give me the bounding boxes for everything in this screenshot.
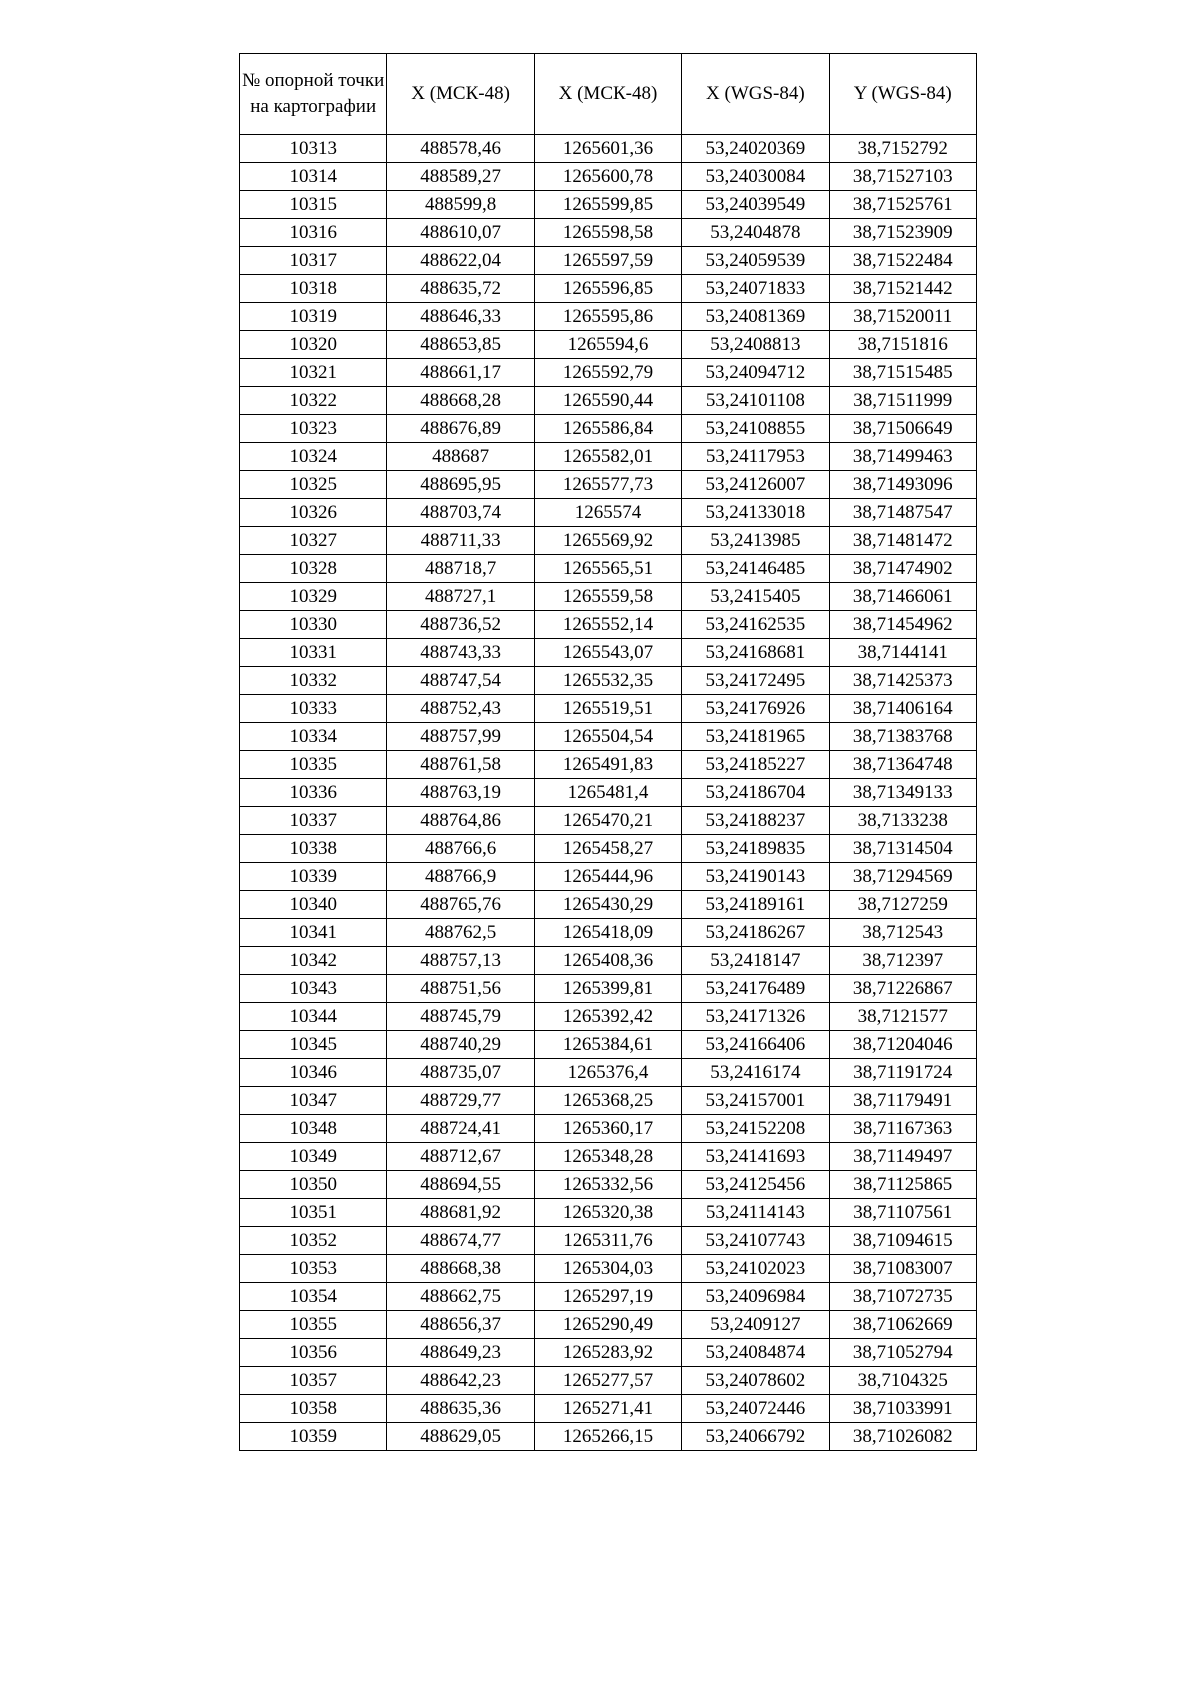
table-row — [240, 1367, 977, 1395]
cell-x-msk48-second: 1265470,21 — [534, 807, 681, 835]
table-row — [240, 611, 977, 639]
cell-y-wgs84: 38,71521442 — [829, 275, 976, 303]
cell-y-wgs84: 38,712543 — [829, 919, 976, 947]
cell-x-wgs84: 53,24030084 — [682, 163, 829, 191]
cell-x-msk48-second: 1265376,4 — [534, 1059, 681, 1087]
cell-x-msk48-second: 1265283,92 — [534, 1339, 681, 1367]
cell-x-wgs84: 53,24186704 — [682, 779, 829, 807]
table-row — [240, 807, 977, 835]
table-row — [240, 1087, 977, 1115]
cell-y-wgs84: 38,71083007 — [829, 1255, 976, 1283]
cell-y-wgs84: 38,71474902 — [829, 555, 976, 583]
cell-x-msk48-second: 1265582,01 — [534, 443, 681, 471]
table-row — [240, 1423, 977, 1451]
cell-y-wgs84: 38,71454962 — [829, 611, 976, 639]
header-x-msk48: X (МСК-48) — [387, 54, 534, 135]
cell-point-number: 10350 — [240, 1171, 387, 1199]
cell-x-msk48: 488729,77 — [387, 1087, 534, 1115]
cell-point-number: 10323 — [240, 415, 387, 443]
cell-x-msk48-second: 1265596,85 — [534, 275, 681, 303]
cell-x-wgs84: 53,2404878 — [682, 219, 829, 247]
table-row — [240, 1311, 977, 1339]
cell-x-wgs84: 53,24020369 — [682, 135, 829, 163]
cell-x-wgs84: 53,24066792 — [682, 1423, 829, 1451]
table-row — [240, 1143, 977, 1171]
table-row — [240, 219, 977, 247]
cell-y-wgs84: 38,71349133 — [829, 779, 976, 807]
cell-point-number: 10326 — [240, 499, 387, 527]
table-row — [240, 1283, 977, 1311]
cell-y-wgs84: 38,71179491 — [829, 1087, 976, 1115]
cell-x-wgs84: 53,24081369 — [682, 303, 829, 331]
cell-x-msk48-second: 1265332,56 — [534, 1171, 681, 1199]
cell-y-wgs84: 38,71487547 — [829, 499, 976, 527]
cell-point-number: 10349 — [240, 1143, 387, 1171]
cell-x-wgs84: 53,24146485 — [682, 555, 829, 583]
table-row — [240, 975, 977, 1003]
cell-point-number: 10348 — [240, 1115, 387, 1143]
cell-x-msk48-second: 1265320,38 — [534, 1199, 681, 1227]
cell-point-number: 10355 — [240, 1311, 387, 1339]
cell-x-msk48-second: 1265586,84 — [534, 415, 681, 443]
cell-y-wgs84: 38,71481472 — [829, 527, 976, 555]
cell-x-msk48: 488681,92 — [387, 1199, 534, 1227]
cell-point-number: 10315 — [240, 191, 387, 219]
table-row — [240, 863, 977, 891]
cell-x-msk48: 488622,04 — [387, 247, 534, 275]
cell-point-number: 10352 — [240, 1227, 387, 1255]
cell-x-msk48-second: 1265458,27 — [534, 835, 681, 863]
cell-x-msk48: 488662,75 — [387, 1283, 534, 1311]
cell-x-msk48: 488578,46 — [387, 135, 534, 163]
cell-y-wgs84: 38,71515485 — [829, 359, 976, 387]
cell-x-msk48-second: 1265444,96 — [534, 863, 681, 891]
cell-x-wgs84: 53,24188237 — [682, 807, 829, 835]
cell-y-wgs84: 38,7152792 — [829, 135, 976, 163]
cell-x-wgs84: 53,2413985 — [682, 527, 829, 555]
cell-x-msk48: 488629,05 — [387, 1423, 534, 1451]
cell-x-wgs84: 53,24141693 — [682, 1143, 829, 1171]
cell-x-msk48: 488747,54 — [387, 667, 534, 695]
cell-x-msk48-second: 1265600,78 — [534, 163, 681, 191]
cell-y-wgs84: 38,71499463 — [829, 443, 976, 471]
cell-y-wgs84: 38,71094615 — [829, 1227, 976, 1255]
cell-y-wgs84: 38,71383768 — [829, 723, 976, 751]
cell-x-wgs84: 53,24172495 — [682, 667, 829, 695]
table-row — [240, 499, 977, 527]
coordinate-table — [239, 53, 977, 1451]
cell-point-number: 10313 — [240, 135, 387, 163]
cell-point-number: 10330 — [240, 611, 387, 639]
table-row — [240, 1339, 977, 1367]
cell-x-wgs84: 53,24189835 — [682, 835, 829, 863]
cell-x-msk48: 488695,95 — [387, 471, 534, 499]
cell-y-wgs84: 38,7104325 — [829, 1367, 976, 1395]
table-row — [240, 1227, 977, 1255]
cell-point-number: 10332 — [240, 667, 387, 695]
cell-y-wgs84: 38,71466061 — [829, 583, 976, 611]
cell-point-number: 10340 — [240, 891, 387, 919]
cell-x-msk48-second: 1265392,42 — [534, 1003, 681, 1031]
cell-x-wgs84: 53,24133018 — [682, 499, 829, 527]
cell-y-wgs84: 38,71052794 — [829, 1339, 976, 1367]
cell-point-number: 10346 — [240, 1059, 387, 1087]
cell-x-msk48-second: 1265598,58 — [534, 219, 681, 247]
cell-x-msk48: 488610,07 — [387, 219, 534, 247]
table-row — [240, 779, 977, 807]
cell-x-msk48: 488762,5 — [387, 919, 534, 947]
cell-point-number: 10334 — [240, 723, 387, 751]
table-row — [240, 555, 977, 583]
cell-y-wgs84: 38,71506649 — [829, 415, 976, 443]
cell-x-msk48-second: 1265348,28 — [534, 1143, 681, 1171]
cell-x-msk48: 488745,79 — [387, 1003, 534, 1031]
table-row — [240, 275, 977, 303]
cell-y-wgs84: 38,7133238 — [829, 807, 976, 835]
cell-point-number: 10329 — [240, 583, 387, 611]
cell-x-msk48-second: 1265481,4 — [534, 779, 681, 807]
cell-x-wgs84: 53,2416174 — [682, 1059, 829, 1087]
cell-y-wgs84: 38,71425373 — [829, 667, 976, 695]
cell-y-wgs84: 38,71149497 — [829, 1143, 976, 1171]
cell-x-wgs84: 53,24162535 — [682, 611, 829, 639]
table-row — [240, 387, 977, 415]
cell-x-wgs84: 53,24185227 — [682, 751, 829, 779]
cell-point-number: 10316 — [240, 219, 387, 247]
cell-x-msk48-second: 1265601,36 — [534, 135, 681, 163]
cell-y-wgs84: 38,71294569 — [829, 863, 976, 891]
cell-x-msk48-second: 1265519,51 — [534, 695, 681, 723]
cell-x-msk48: 488757,13 — [387, 947, 534, 975]
cell-x-wgs84: 53,2409127 — [682, 1311, 829, 1339]
cell-x-msk48: 488757,99 — [387, 723, 534, 751]
cell-x-msk48-second: 1265304,03 — [534, 1255, 681, 1283]
cell-x-wgs84: 53,24114143 — [682, 1199, 829, 1227]
cell-x-msk48-second: 1265504,54 — [534, 723, 681, 751]
cell-point-number: 10358 — [240, 1395, 387, 1423]
cell-x-wgs84: 53,2408813 — [682, 331, 829, 359]
cell-point-number: 10354 — [240, 1283, 387, 1311]
table-row — [240, 135, 977, 163]
cell-x-wgs84: 53,24176489 — [682, 975, 829, 1003]
table-header — [240, 54, 977, 135]
table-row — [240, 247, 977, 275]
cell-x-wgs84: 53,24072446 — [682, 1395, 829, 1423]
table-row — [240, 1171, 977, 1199]
cell-y-wgs84: 38,71522484 — [829, 247, 976, 275]
cell-x-msk48: 488765,76 — [387, 891, 534, 919]
cell-x-msk48-second: 1265532,35 — [534, 667, 681, 695]
table-row — [240, 1031, 977, 1059]
cell-x-wgs84: 53,24039549 — [682, 191, 829, 219]
cell-x-msk48: 488589,27 — [387, 163, 534, 191]
cell-x-msk48-second: 1265597,59 — [534, 247, 681, 275]
cell-x-wgs84: 53,24102023 — [682, 1255, 829, 1283]
table-row — [240, 1115, 977, 1143]
table-row — [240, 331, 977, 359]
cell-x-msk48: 488761,58 — [387, 751, 534, 779]
cell-x-msk48-second: 1265599,85 — [534, 191, 681, 219]
cell-point-number: 10318 — [240, 275, 387, 303]
cell-point-number: 10336 — [240, 779, 387, 807]
cell-x-msk48-second: 1265594,6 — [534, 331, 681, 359]
cell-point-number: 10342 — [240, 947, 387, 975]
cell-y-wgs84: 38,71191724 — [829, 1059, 976, 1087]
cell-y-wgs84: 38,71523909 — [829, 219, 976, 247]
table-row — [240, 163, 977, 191]
cell-x-msk48-second: 1265399,81 — [534, 975, 681, 1003]
cell-x-wgs84: 53,24176926 — [682, 695, 829, 723]
cell-y-wgs84: 38,71226867 — [829, 975, 976, 1003]
cell-x-wgs84: 53,24126007 — [682, 471, 829, 499]
cell-x-msk48-second: 1265311,76 — [534, 1227, 681, 1255]
cell-point-number: 10319 — [240, 303, 387, 331]
cell-x-msk48: 488694,55 — [387, 1171, 534, 1199]
cell-x-msk48: 488668,28 — [387, 387, 534, 415]
cell-x-msk48: 488668,38 — [387, 1255, 534, 1283]
cell-point-number: 10351 — [240, 1199, 387, 1227]
cell-x-msk48: 488599,8 — [387, 191, 534, 219]
table-row — [240, 639, 977, 667]
cell-point-number: 10337 — [240, 807, 387, 835]
cell-x-wgs84: 53,24071833 — [682, 275, 829, 303]
table-row — [240, 359, 977, 387]
table-row — [240, 723, 977, 751]
cell-point-number: 10327 — [240, 527, 387, 555]
cell-x-msk48: 488763,19 — [387, 779, 534, 807]
cell-x-wgs84: 53,24096984 — [682, 1283, 829, 1311]
cell-x-wgs84: 53,24186267 — [682, 919, 829, 947]
cell-y-wgs84: 38,71062669 — [829, 1311, 976, 1339]
cell-x-msk48: 488703,74 — [387, 499, 534, 527]
cell-x-msk48-second: 1265418,09 — [534, 919, 681, 947]
cell-x-msk48: 488674,77 — [387, 1227, 534, 1255]
cell-x-msk48-second: 1265569,92 — [534, 527, 681, 555]
cell-x-wgs84: 53,24168681 — [682, 639, 829, 667]
cell-y-wgs84: 38,71493096 — [829, 471, 976, 499]
table-row — [240, 527, 977, 555]
cell-x-wgs84: 53,24189161 — [682, 891, 829, 919]
table-row — [240, 583, 977, 611]
cell-point-number: 10335 — [240, 751, 387, 779]
cell-x-msk48-second: 1265408,36 — [534, 947, 681, 975]
cell-point-number: 10320 — [240, 331, 387, 359]
table-row — [240, 191, 977, 219]
cell-x-wgs84: 53,24152208 — [682, 1115, 829, 1143]
cell-point-number: 10333 — [240, 695, 387, 723]
table-row — [240, 471, 977, 499]
cell-y-wgs84: 38,71107561 — [829, 1199, 976, 1227]
table-row — [240, 415, 977, 443]
cell-x-msk48: 488635,36 — [387, 1395, 534, 1423]
cell-point-number: 10347 — [240, 1087, 387, 1115]
cell-x-msk48: 488735,07 — [387, 1059, 534, 1087]
cell-x-wgs84: 53,24157001 — [682, 1087, 829, 1115]
cell-x-msk48: 488712,67 — [387, 1143, 534, 1171]
cell-y-wgs84: 38,71525761 — [829, 191, 976, 219]
cell-y-wgs84: 38,71204046 — [829, 1031, 976, 1059]
cell-point-number: 10314 — [240, 163, 387, 191]
cell-x-msk48-second: 1265277,57 — [534, 1367, 681, 1395]
cell-y-wgs84: 38,71520011 — [829, 303, 976, 331]
cell-x-msk48: 488751,56 — [387, 975, 534, 1003]
cell-point-number: 10328 — [240, 555, 387, 583]
cell-y-wgs84: 38,71125865 — [829, 1171, 976, 1199]
cell-x-msk48: 488766,6 — [387, 835, 534, 863]
table-row — [240, 835, 977, 863]
cell-x-msk48: 488646,33 — [387, 303, 534, 331]
cell-point-number: 10321 — [240, 359, 387, 387]
cell-x-msk48-second: 1265297,19 — [534, 1283, 681, 1311]
cell-point-number: 10322 — [240, 387, 387, 415]
cell-x-msk48: 488653,85 — [387, 331, 534, 359]
cell-x-msk48: 488752,43 — [387, 695, 534, 723]
cell-y-wgs84: 38,7121577 — [829, 1003, 976, 1031]
cell-y-wgs84: 38,71033991 — [829, 1395, 976, 1423]
header-x-msk48-second: X (МСК-48) — [534, 54, 681, 135]
cell-point-number: 10343 — [240, 975, 387, 1003]
header-x-wgs84: X (WGS-84) — [682, 54, 829, 135]
table-row — [240, 919, 977, 947]
cell-point-number: 10339 — [240, 863, 387, 891]
cell-point-number: 10325 — [240, 471, 387, 499]
cell-x-msk48-second: 1265595,86 — [534, 303, 681, 331]
cell-x-msk48: 488724,41 — [387, 1115, 534, 1143]
cell-x-msk48: 488649,23 — [387, 1339, 534, 1367]
cell-x-msk48-second: 1265384,61 — [534, 1031, 681, 1059]
cell-point-number: 10331 — [240, 639, 387, 667]
cell-x-msk48: 488718,7 — [387, 555, 534, 583]
cell-x-wgs84: 53,24190143 — [682, 863, 829, 891]
cell-x-msk48-second: 1265491,83 — [534, 751, 681, 779]
cell-x-wgs84: 53,24166406 — [682, 1031, 829, 1059]
cell-y-wgs84: 38,71167363 — [829, 1115, 976, 1143]
cell-x-wgs84: 53,24181965 — [682, 723, 829, 751]
cell-point-number: 10341 — [240, 919, 387, 947]
cell-point-number: 10338 — [240, 835, 387, 863]
table-row — [240, 695, 977, 723]
cell-x-wgs84: 53,24084874 — [682, 1339, 829, 1367]
table-row — [240, 443, 977, 471]
table-row — [240, 303, 977, 331]
cell-x-wgs84: 53,24059539 — [682, 247, 829, 275]
table-body — [240, 135, 977, 1451]
table-row — [240, 1003, 977, 1031]
table-row — [240, 751, 977, 779]
cell-x-msk48-second: 1265577,73 — [534, 471, 681, 499]
cell-x-msk48-second: 1265552,14 — [534, 611, 681, 639]
cell-x-msk48: 488687 — [387, 443, 534, 471]
cell-x-msk48: 488676,89 — [387, 415, 534, 443]
cell-x-wgs84: 53,24117953 — [682, 443, 829, 471]
table-row — [240, 1199, 977, 1227]
cell-point-number: 10317 — [240, 247, 387, 275]
cell-y-wgs84: 38,7127259 — [829, 891, 976, 919]
cell-point-number: 10324 — [240, 443, 387, 471]
cell-y-wgs84: 38,71527103 — [829, 163, 976, 191]
table-header-row — [240, 54, 977, 135]
cell-x-msk48-second: 1265368,25 — [534, 1087, 681, 1115]
cell-x-msk48: 488727,1 — [387, 583, 534, 611]
cell-x-wgs84: 53,24107743 — [682, 1227, 829, 1255]
cell-x-msk48: 488656,37 — [387, 1311, 534, 1339]
cell-x-msk48-second: 1265559,58 — [534, 583, 681, 611]
cell-x-msk48-second: 1265271,41 — [534, 1395, 681, 1423]
table-row — [240, 1255, 977, 1283]
cell-x-wgs84: 53,24101108 — [682, 387, 829, 415]
cell-x-msk48: 488661,17 — [387, 359, 534, 387]
cell-x-msk48-second: 1265290,49 — [534, 1311, 681, 1339]
cell-x-msk48: 488766,9 — [387, 863, 534, 891]
table-row — [240, 1059, 977, 1087]
cell-x-wgs84: 53,24108855 — [682, 415, 829, 443]
cell-point-number: 10359 — [240, 1423, 387, 1451]
cell-x-msk48-second: 1265543,07 — [534, 639, 681, 667]
cell-y-wgs84: 38,71364748 — [829, 751, 976, 779]
cell-x-msk48-second: 1265590,44 — [534, 387, 681, 415]
cell-point-number: 10344 — [240, 1003, 387, 1031]
cell-y-wgs84: 38,71072735 — [829, 1283, 976, 1311]
cell-x-msk48: 488711,33 — [387, 527, 534, 555]
header-y-wgs84: Y (WGS-84) — [829, 54, 976, 135]
cell-x-msk48: 488736,52 — [387, 611, 534, 639]
cell-y-wgs84: 38,7151816 — [829, 331, 976, 359]
cell-y-wgs84: 38,71314504 — [829, 835, 976, 863]
cell-point-number: 10356 — [240, 1339, 387, 1367]
cell-point-number: 10353 — [240, 1255, 387, 1283]
table-row — [240, 947, 977, 975]
cell-x-msk48-second: 1265360,17 — [534, 1115, 681, 1143]
cell-x-msk48-second: 1265592,79 — [534, 359, 681, 387]
table-row — [240, 891, 977, 919]
cell-x-wgs84: 53,24125456 — [682, 1171, 829, 1199]
table-row — [240, 1395, 977, 1423]
cell-y-wgs84: 38,71406164 — [829, 695, 976, 723]
cell-x-msk48: 488764,86 — [387, 807, 534, 835]
cell-x-msk48: 488743,33 — [387, 639, 534, 667]
cell-x-wgs84: 53,24171326 — [682, 1003, 829, 1031]
cell-y-wgs84: 38,7144141 — [829, 639, 976, 667]
cell-x-msk48: 488635,72 — [387, 275, 534, 303]
cell-point-number: 10357 — [240, 1367, 387, 1395]
cell-x-msk48-second: 1265565,51 — [534, 555, 681, 583]
cell-x-msk48-second: 1265266,15 — [534, 1423, 681, 1451]
cell-y-wgs84: 38,71511999 — [829, 387, 976, 415]
cell-x-msk48-second: 1265574 — [534, 499, 681, 527]
header-point-number: № опорной точки на картографии — [240, 54, 387, 135]
cell-x-msk48-second: 1265430,29 — [534, 891, 681, 919]
cell-x-wgs84: 53,24078602 — [682, 1367, 829, 1395]
cell-y-wgs84: 38,712397 — [829, 947, 976, 975]
cell-x-msk48: 488642,23 — [387, 1367, 534, 1395]
cell-x-wgs84: 53,2415405 — [682, 583, 829, 611]
table-row — [240, 667, 977, 695]
cell-x-msk48: 488740,29 — [387, 1031, 534, 1059]
cell-point-number: 10345 — [240, 1031, 387, 1059]
cell-x-wgs84: 53,2418147 — [682, 947, 829, 975]
cell-y-wgs84: 38,71026082 — [829, 1423, 976, 1451]
cell-x-wgs84: 53,24094712 — [682, 359, 829, 387]
